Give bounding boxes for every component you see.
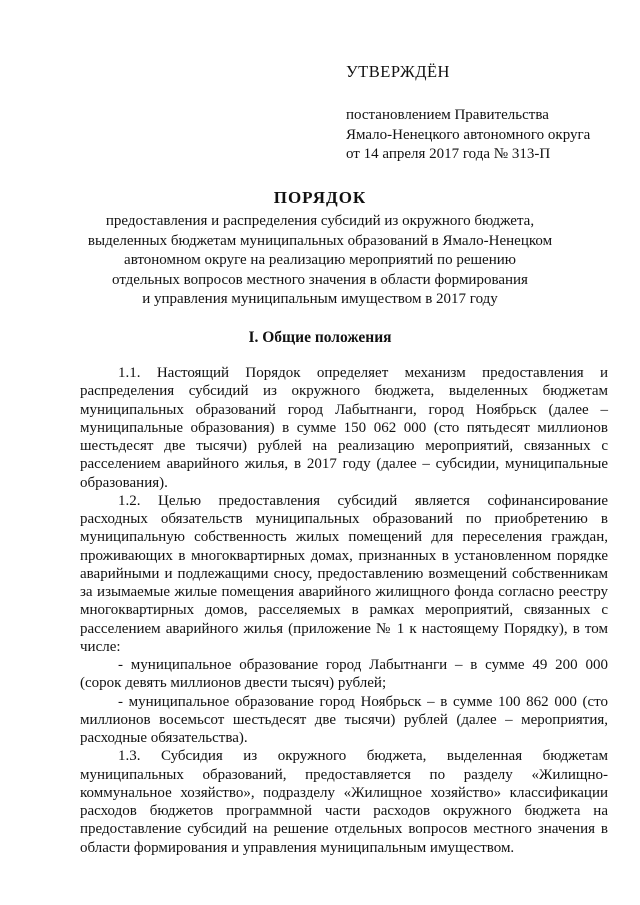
document-subtitle-line: автономном округе на реализацию мероприятий по решению [124, 252, 516, 268]
list-item-noyabrsk: - муниципальное образование город Ноябрьск – в сумме 100 862 000 (сто миллионов восемьсот шестьдесят две тысячи) рублей (далее – мероприятия, расходные обязательства). [80, 693, 608, 746]
document-subtitle-line: выделенных бюджетам муниципальных образований в Ямало-Ненецком [87, 232, 553, 249]
title-block [60, 188, 580, 310]
approval-block [346, 62, 616, 165]
section-heading: I. Общие положения [248, 329, 392, 346]
document-subtitle-line: предоставления и распределения субсидий из окружного бюджета, [105, 213, 535, 229]
list-item-labytnangi: - муниципальное образование город Лабытнанги – в сумме 49 200 000 (сорок девять миллионов двести тысяч) рублей; [80, 657, 608, 692]
approval-heading: УТВЕРЖДЁН [346, 62, 450, 81]
paragraph-1-1: 1.1. Настоящий Порядок определяет механизм предоставления и распределения субсидий из окружного бюджета, выделенных бюджетам муниципальных образований город Лабытнанги, город Ноябрьск (далее – муниципальные образования) в сумме 150 062 000 (сто пятьдесят миллионов шестьдесят две тысячи) рублей на реализацию мероприятий, связанных с расселением аварийного жилья, в 2017 году (далее – субсидии, муниципальные образования). [80, 365, 608, 491]
document-subtitle-line: отдельных вопросов местного значения в области формирования [112, 271, 528, 288]
paragraph-1-3: 1.3. Субсидия из окружного бюджета, выделенная бюджетам муниципальных образований, предоставляется по разделу «Жилищно-коммунальное хозяйство», подразделу «Жилищное хозяйство» классификации расходов бюджетов программной части расходов окружного бюджета на предоставление субсидий на решение отдельных вопросов местного значения в области формирования и управления муниципальным имуществом. [80, 748, 608, 856]
document-title: ПОРЯДОК [273, 188, 367, 207]
approval-line: от 14 апреля 2017 года № 313-П [346, 146, 551, 162]
body-text [80, 364, 608, 857]
document-subtitle-line: и управления муниципальным имуществом в 2017 году [142, 291, 498, 307]
approval-line: постановлением Правительства [346, 107, 549, 123]
paragraph-1-2: 1.2. Целью предоставления субсидий является софинансирование расходных обязательств муниципальных образований по приобретению в муниципальную собственность жилых помещений для переселения граждан, проживающих в многоквартирных домах, признанных в установленном порядке аварийными и подлежащими сносу, предоставлению возмещений собственникам за изымаемые жилые помещения аварийного жилищного фонда согласно реестру многоквартирных домов, расселяемых в рамках мероприятий, связанных с расселением аварийного жилья (приложение № 1 к настоящему Порядку), в том числе: [80, 492, 608, 655]
approval-line: Ямало-Ненецкого автономного округа [346, 126, 591, 143]
